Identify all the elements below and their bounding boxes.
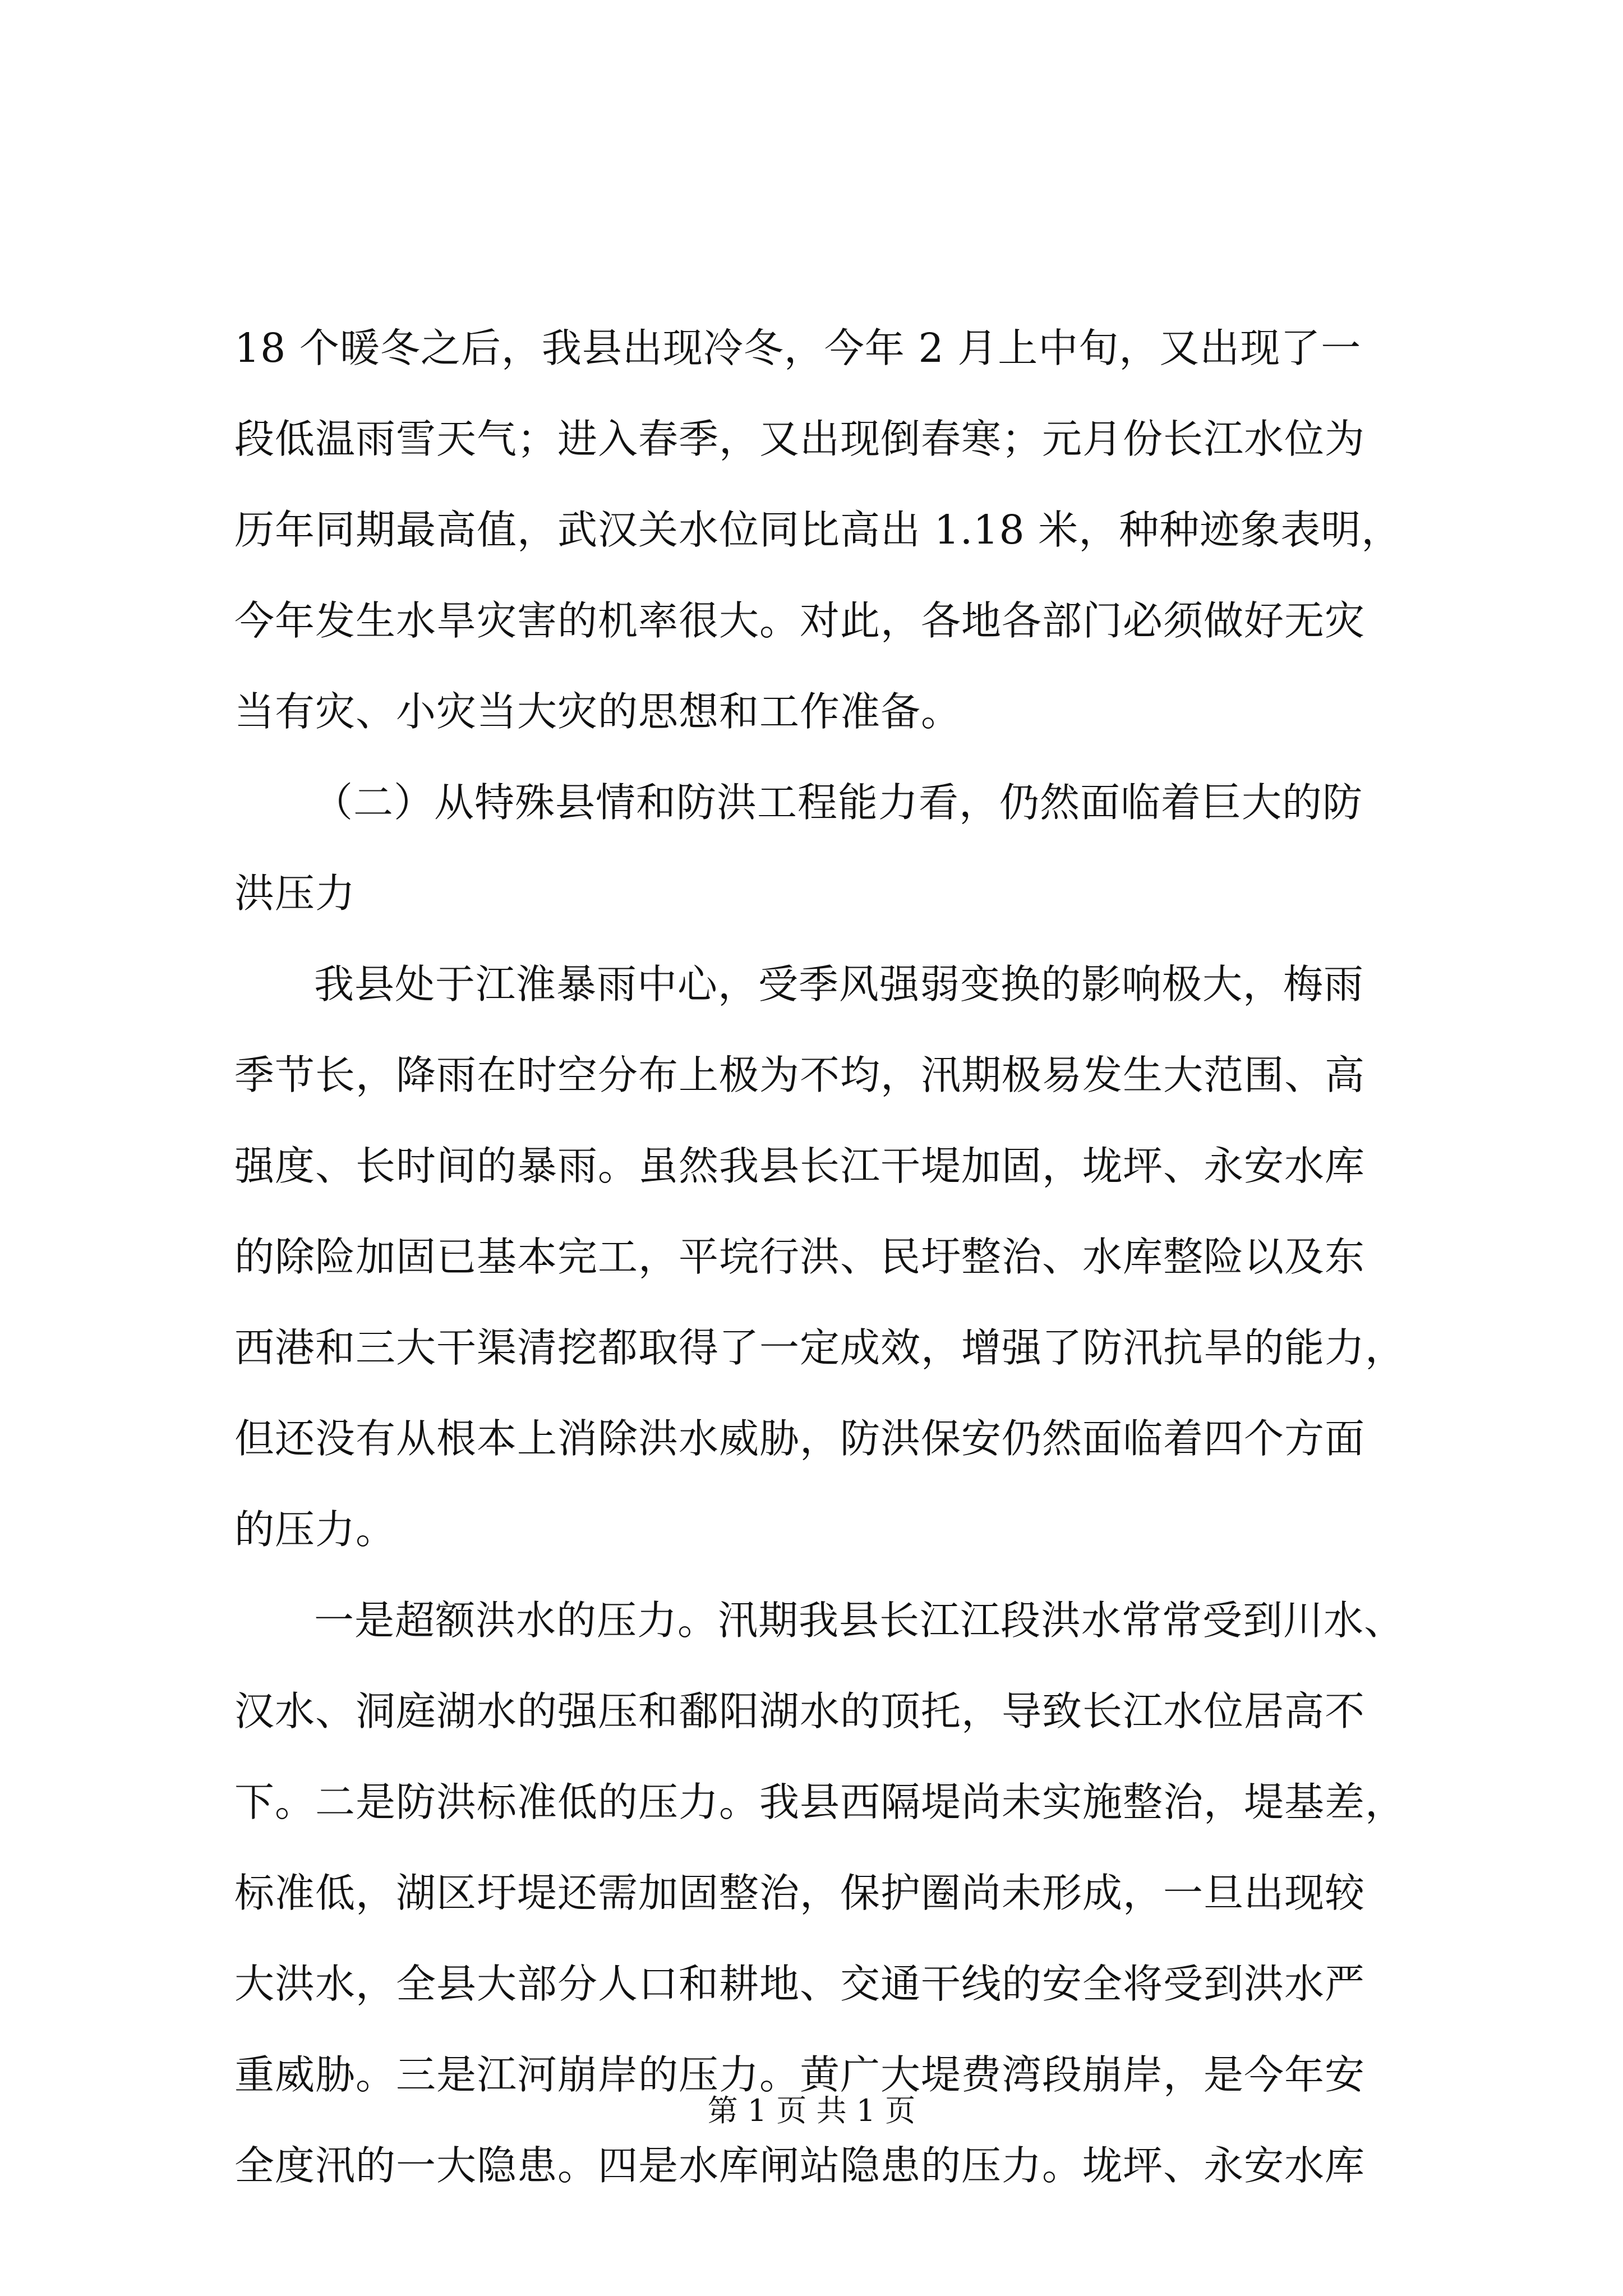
text-line: 大洪水，全县大部分人口和耕地、交通干线的安全将受到洪水严: [234, 1961, 1366, 2007]
text-line: 季节长，降雨在时空分布上极为不均，汛期极易发生大范围、高: [234, 1052, 1366, 1098]
text-line: 的压力。: [234, 1506, 396, 1553]
text-line: 西港和三大干渠清挖都取得了一定成效，增强了防汛抗旱的能力，: [234, 1324, 1406, 1371]
text-line: 段低温雨雪天气；进入春季，又出现倒春寒；元月份长江水位为: [234, 416, 1366, 462]
text-line: 强度、长时间的暴雨。虽然我县长江干堤加固，垅坪、永安水库: [234, 1143, 1366, 1189]
text-line: 下。二是防洪标准低的压力。我县西隔堤尚未实施整治，堤基差，: [234, 1779, 1406, 1825]
text-line: 汉水、洞庭湖水的强压和鄱阳湖水的顶托，导致长江水位居高不: [234, 1688, 1366, 1734]
text-line: 当有灾、小灾当大灾的思想和工作准备。: [234, 688, 962, 735]
text-line: 一是超额洪水的压力。汛期我县长江江段洪水常常受到川水、: [314, 1597, 1405, 1644]
page-number-label: 第 1 页 共 1 页: [707, 2093, 916, 2128]
text-line: 历年同期最高值，武汉关水位同比高出 1.18 米，种种迹象表明，: [234, 507, 1402, 553]
text-line: 的除险加固已基本完工，平垸行洪、民圩整治、水库整险以及东: [234, 1234, 1366, 1280]
text-line: 今年发生水旱灾害的机率很大。对此，各地各部门必须做好无灾: [234, 597, 1366, 644]
text-line: 重威胁。三是江河崩岸的压力。黄广大堤费湾段崩岸，是今年安: [234, 2051, 1366, 2098]
page-footer: [0, 2091, 1623, 2131]
text-line: 全度汛的一大隐患。四是水库闸站隐患的压力。垅坪、永安水库: [234, 2142, 1366, 2189]
text-line: 18 个暖冬之后，我县出现冷冬，今年 2 月上中旬，又出现了一: [234, 325, 1362, 371]
section-heading-line: （二）从特殊县情和防洪工程能力看，仍然面临着巨大的防: [313, 779, 1363, 826]
text-line: 我县处于江淮暴雨中心，受季风强弱变换的影响极大，梅雨: [314, 961, 1364, 1007]
section-heading-line: 洪压力: [234, 870, 356, 917]
body-text: [234, 303, 1412, 2211]
text-line: 但还没有从根本上消除洪水威胁，防洪保安仍然面临着四个方面: [234, 1415, 1366, 1462]
text-line: 标准低，湖区圩堤还需加固整治，保护圈尚未形成，一旦出现较: [234, 1870, 1366, 1916]
